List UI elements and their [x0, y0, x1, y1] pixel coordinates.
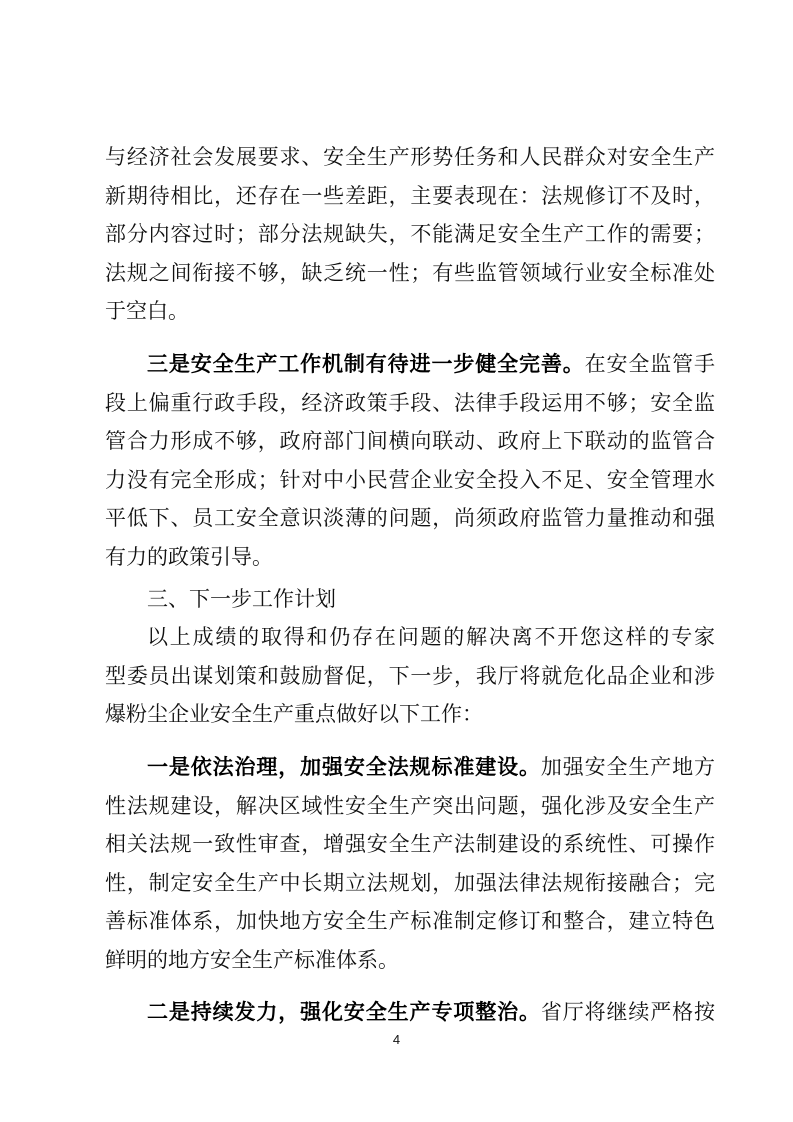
paragraph-spacer [105, 734, 715, 748]
text-line: 爆粉尘企业安全生产重点做好以下工作： [105, 702, 483, 727]
text-line: 新期待相比，还存在一些差距，主要表现在：法规修订不及时， [105, 183, 715, 208]
text-line: 力没有完全形成；针对中小民营企业安全投入不足、安全管理水 [105, 467, 715, 492]
text-line: 性法规建设，解决区域性安全生产突出问题，强化涉及安全生产 [105, 793, 715, 818]
text-line: 以上成绩的取得和仍存在问题的解决离不开您这样的专家 [147, 625, 715, 650]
text-fragment: 省厅将继续严格按 [540, 1000, 715, 1025]
text-line: 鲜明的地方安全生产标准体系。 [105, 947, 399, 972]
page-number: 4 [392, 1032, 401, 1047]
text-line: 管合力形成不够，政府部门间横向联动、政府上下联动的监管合 [105, 429, 715, 454]
text-line: 型委员出谋划策和鼓励督促，下一步，我厅将就危化品企业和涉 [105, 663, 715, 688]
text-line: 性，制定安全生产中长期立法规划，加强法律法规衔接融合；完 [105, 870, 715, 895]
paragraph-3 [105, 618, 715, 734]
text-line: 与经济社会发展要求、安全生产形势任务和人民群众对安全生产 [105, 145, 715, 169]
paragraph-1 [105, 138, 715, 331]
document-body [105, 138, 715, 1032]
section-heading: 三、下一步工作计划 [147, 586, 336, 611]
text-fragment: 加强安全生产地方 [540, 754, 715, 779]
text-line: 相关法规一致性审查，增强安全生产法制建设的系统性、可操作 [105, 832, 715, 857]
text-fragment: 在安全监管手 [584, 351, 715, 376]
text-line: 有力的政策引导。 [105, 544, 273, 569]
bold-lead: 一是依法治理，加强安全法规标准建设。 [147, 754, 541, 779]
text-line: 于空白。 [105, 299, 189, 324]
paragraph-2 [105, 345, 715, 577]
text-line: 法规之间衔接不够，缺乏统一性；有些监管领域行业安全标准处 [105, 260, 715, 285]
text-line: 部分内容过时；部分法规缺失，不能满足安全生产工作的需要； [105, 222, 715, 247]
text-line: 善标准体系，加快地方安全生产标准制定修订和整合，建立特色 [105, 909, 715, 934]
bold-lead: 三是安全生产工作机制有待进一步健全完善。 [147, 351, 585, 376]
bold-lead: 二是持续发力，强化安全生产专项整治。 [147, 1000, 541, 1025]
paragraph-4 [105, 748, 715, 980]
text-line [105, 993, 715, 1032]
text-line: 段上偏重行政手段，经济政策手段、法律手段运用不够；安全监 [105, 390, 715, 415]
paragraph-spacer [105, 979, 715, 993]
text-line: 平低下、员工安全意识淡薄的问题，尚须政府监管力量推动和强 [105, 506, 715, 531]
text-line [105, 748, 715, 787]
paragraph-spacer [105, 331, 715, 345]
text-line [105, 345, 715, 384]
paragraph-5 [105, 993, 715, 1032]
